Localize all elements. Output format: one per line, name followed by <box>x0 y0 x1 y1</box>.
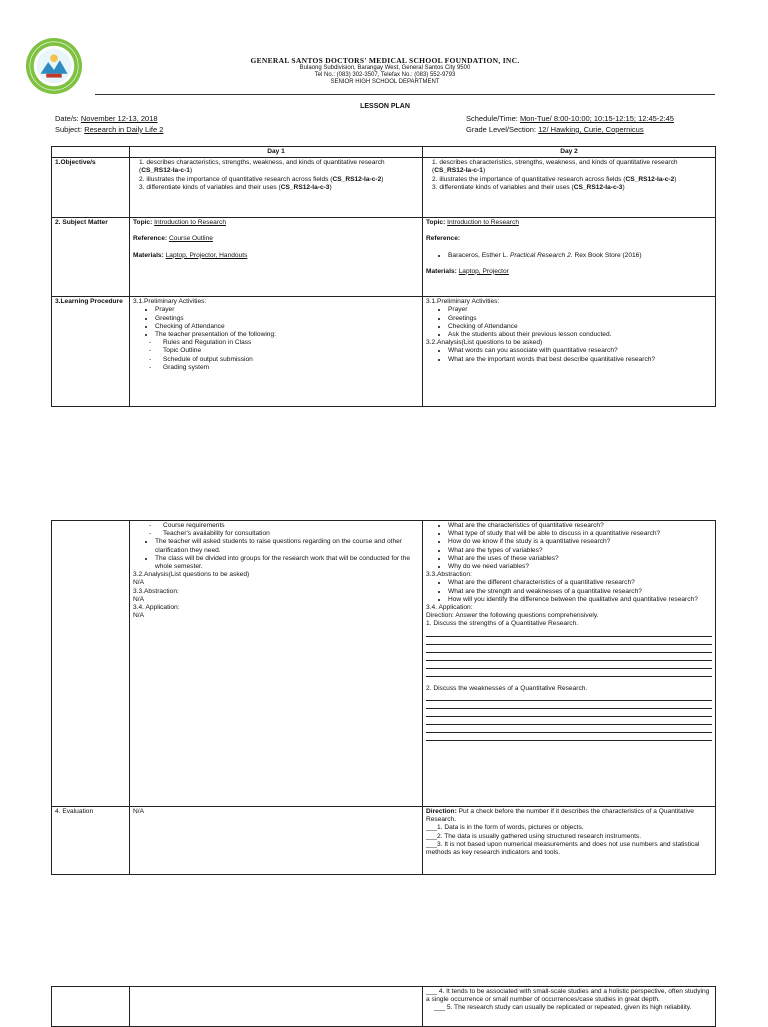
evaluation-label: 4. Evaluation <box>52 807 130 875</box>
subject-line: Subject: Research in Daily Life 2 <box>55 125 164 134</box>
lesson-table-page2 <box>51 520 716 875</box>
school-seal-logo <box>25 37 83 95</box>
objectives-day2: 1. describes characteristics, strengths, weakness, and kinds of quantitative research (CS_RS12-Ia-c-1) 2. illustrates the importance of quantitative research across fields (CS_RS12-Ia-c-2) 3. differentiate kinds of variables and their uses (CS_RS12-Ia-c-3) <box>423 158 716 218</box>
procedure-continued-day2: • What are the characteristics of quantitative research? • What type of study that will be able to discuss in a quantitative research? • How do we know if the study is a quantitative research? • What are the types of variables? • What are the uses of these variables? • Why do we need variables? 3.3.Abstraction: • What are the different characteristics of a quantitative research? • What are the strength and weaknesses of a quantitative research? • How will you identify the difference between the qualitative and quantitative research? 3.4. Application: Direction: Answer the following questions comprehensively. 1. Discuss the strengths of a Quantitative Research. 2. Discuss the weaknesses of a Quantitative Research. <box>423 521 716 807</box>
day2-header: Day 2 <box>423 147 716 158</box>
answer-lines-weaknesses[interactable] <box>426 693 712 741</box>
department: SENIOR HIGH SCHOOL DEPARTMENT <box>330 79 440 85</box>
procedure-day2: 3.1.Preliminary Activities: • Prayer • Greetings • Checking of Attendance • Ask the students about their previous lesson conducted. 3.2.Analysis(List questions to be asked) • What words can you associate with quantitative research? • What are the important words that best describe quantitative research? <box>423 297 716 407</box>
subject-matter-day1: Topic: Introduction to Research Reference: Course Outline Materials: Laptop, Projector, Handouts <box>130 218 423 297</box>
dates-line: Date/s: November 12-13, 2018 <box>55 114 158 123</box>
lesson-table-page3 <box>51 986 716 1027</box>
subject-matter-day2: Topic: Introduction to Research Reference: • Baraceros, Esther L. Practical Research 2. Rex Book Store (2016) Materials: Laptop, Projector <box>423 218 716 297</box>
evaluation-continued-day2: ___ 4. It tends to be associated with small-scale studies and a holistic perspective, often studying a single occurrence or small number of occurrences/case studies in great depth. ___ 5. The research study can usually be replicated or repeated, given its high reliability. <box>423 987 716 1027</box>
header-divider <box>95 94 715 95</box>
school-phone: Tel No.: (083) 302-3507, Telefax No.: (083) 552-9793 <box>314 72 456 78</box>
subject-matter-label: 2. Subject Matter <box>52 218 130 297</box>
evaluation-day1: N/A <box>130 807 423 875</box>
document-title: LESSON PLAN <box>360 103 410 110</box>
objectives-day1: 1. describes characteristics, strengths, weakness, and kinds of quantitative research (CS_RS12-Ia-c-1) 2. illustrates the importance of quantitative research across fields (CS_RS12-Ia-c-2) 3. differentiate kinds of variables and their uses (CS_RS12-Ia-c-3) <box>130 158 423 218</box>
learning-procedure-label: 3.Learning Procedure <box>52 297 130 407</box>
grade-line: Grade Level/Section: 12/ Hawking, Curie, Copernicus <box>466 125 644 134</box>
schedule-line: Schedule/Time: Mon-Tue/ 8:00-10:00; 10:15-12:15; 12:45-2:45 <box>466 114 674 123</box>
procedure-day1: 3.1.Preliminary Activities: • Prayer • Greetings • Checking of Attendance • The teacher presentation of the following: - Rules and Regulation in Class - Topic Outline - Schedule of output submission - Grading system <box>130 297 423 407</box>
objectives-label: 1.Objective/s <box>52 158 130 218</box>
lesson-table-page1 <box>51 146 716 407</box>
day1-header: Day 1 <box>130 147 423 158</box>
answer-lines-strengths[interactable] <box>426 629 712 677</box>
school-name: GENERAL SANTOS DOCTORS' MEDICAL SCHOOL FOUNDATION, INC. <box>250 56 520 65</box>
procedure-continued-day1: - Course requirements - Teacher's availability for consultation • The teacher will asked students to raise questions regarding on the course and other clarification they need. • The class will be divided into groups for the research work that will be conducted for the whole semester. 3.2.Analysis(List questions to be asked) N/A 3.3.Abstraction: N/A 3.4. Application: N/A <box>130 521 423 807</box>
evaluation-day2: Direction: Put a check before the number if it describes the characteristics of a Quantitative Research. ___1. Data is in the form of words, pictures or objects. ___2. The data is usually gathered using structured research instruments. ___3. It is not based upon numerical measurements and does not use numbers and statistical methods as key research indicators and tools. <box>423 807 716 875</box>
school-address: Bulaong Subdivision, Barangay West, General Santos City 9500 <box>299 65 471 71</box>
